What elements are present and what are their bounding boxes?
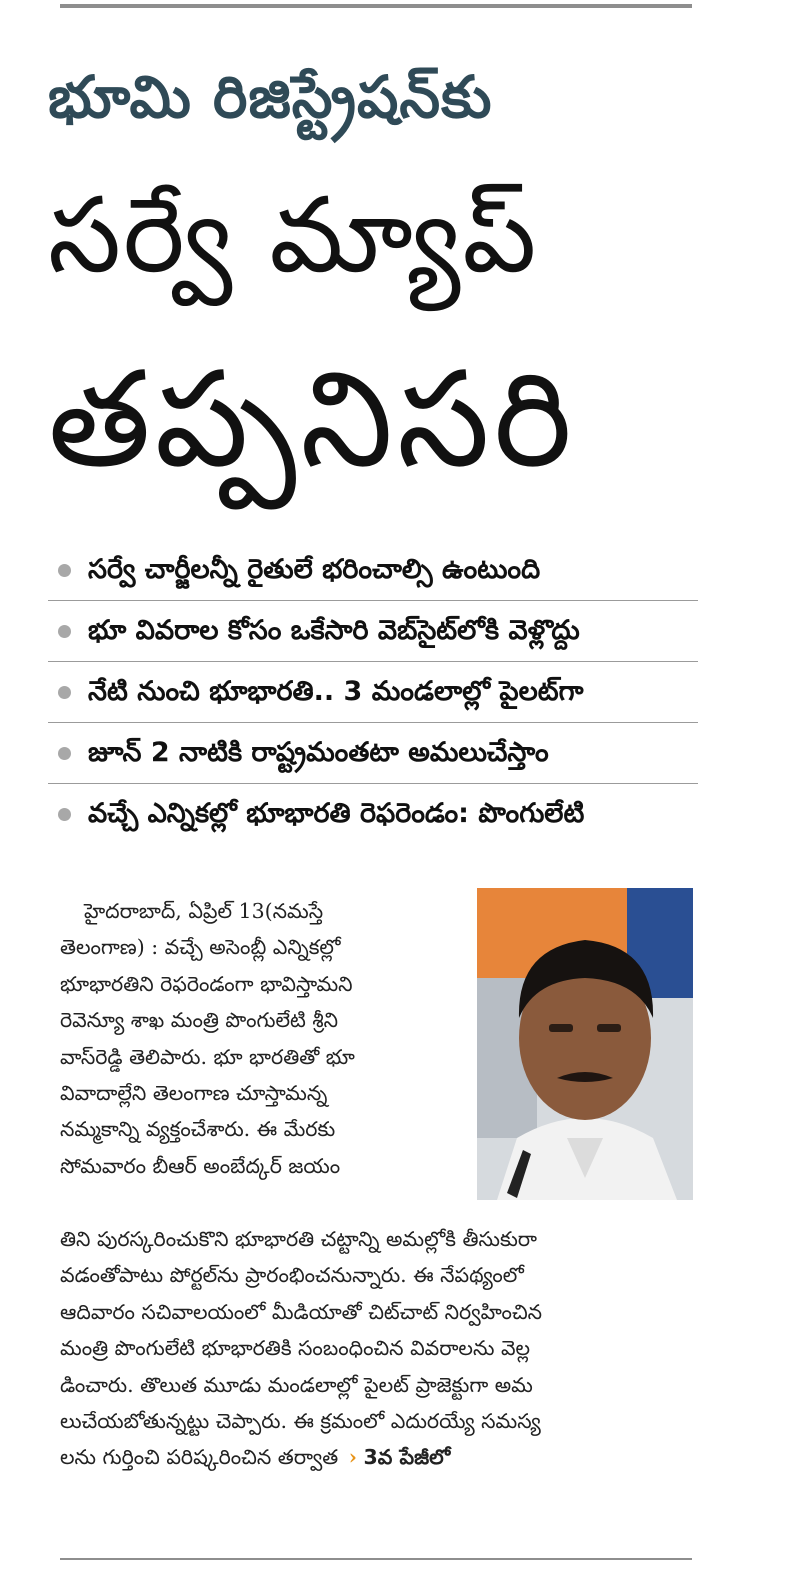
body-line: తిని పురస్కరించుకొని భూభారతి చట్టాన్ని అమల్లోకి తీసుకురా: [60, 1227, 538, 1251]
highlight-bullets: [48, 540, 698, 844]
chevron-right-icon: ›: [348, 1445, 357, 1470]
bottom-rule: [60, 1558, 692, 1560]
bullet-dot-icon: [58, 808, 71, 821]
article-body-top: [60, 893, 460, 1184]
bullet-dot-icon: [58, 564, 71, 577]
headline-line-1: సర్వే మ్యాప్: [48, 174, 539, 296]
body-line: వాస్‌రెడ్డి తెలిపారు. భూ భారతితో భూ: [60, 1044, 355, 1069]
body-line: వడంతోపాటు పోర్టల్‌ను ప్రారంభించనున్నారు. ఈ నేపథ్యంలో: [60, 1263, 524, 1288]
minister-photo: [477, 888, 693, 1200]
body-line: డించారు. తొలుత మూడు మండలాల్లో పైలట్ ప్రాజెక్టుగా అమ: [60, 1372, 533, 1397]
bullet-item: [48, 662, 698, 723]
article-body-bottom: [60, 1221, 690, 1476]
headline-line-2: తప్పనిసరి: [48, 343, 576, 497]
body-line: వివాదాల్లేని తెలంగాణ చూస్తామన్న: [60, 1081, 328, 1106]
body-line: రెవెన్యూ శాఖ మంత్రి పొంగులేటి శ్రీని: [60, 1008, 339, 1033]
bullet-text: జూన్ 2 నాటికి రాష్ట్రమంతటా అమలుచేస్తాం: [88, 737, 549, 768]
body-last-line-text: లను గుర్తించి పరిష్కరించిన తర్వాత: [60, 1445, 339, 1470]
bullet-text: భూ వివరాల కోసం ఒకేసారి వెబ్‌సైట్‌లోకి వెళ్లొద్దు: [88, 615, 580, 646]
body-line: మంత్రి పొంగులేటి భూభారతికి సంబంధించిన వివరాలను వెల్ల: [60, 1336, 531, 1361]
bullet-text: నేటి నుంచి భూభారతి.. 3 మండలాల్లో పైలట్‌గా: [88, 676, 584, 707]
top-rule: [60, 4, 692, 8]
body-line: నమ్మకాన్ని వ్యక్తంచేశారు. ఈ మేరకు: [60, 1117, 336, 1142]
bullet-item: [48, 601, 698, 662]
kicker-headline: భూమి రిజిస్ట్రేషన్‌కు: [48, 63, 493, 131]
bullet-item: [48, 784, 698, 844]
body-line: భూభారతిని రెఫరెండంగా భావిస్తామని: [60, 971, 353, 996]
body-last-line: [60, 1439, 690, 1475]
continued-page-link[interactable]: 3వ పేజీలో: [363, 1445, 451, 1470]
bullet-item: [48, 723, 698, 784]
bullet-text: సర్వే చార్జీలన్నీ రైతులే భరించాల్సి ఉంటుంది: [88, 554, 541, 585]
portrait-illustration: [477, 888, 693, 1200]
body-line: సోమవారం బీఆర్ అంబేద్కర్ జయం: [60, 1153, 341, 1178]
bullet-dot-icon: [58, 625, 71, 638]
bullet-item: [48, 540, 698, 601]
bullet-dot-icon: [58, 747, 71, 760]
bullet-dot-icon: [58, 686, 71, 699]
bullet-text: వచ్చే ఎన్నికల్లో భూభారతి రెఫరెండం: పొంగులేటి: [88, 798, 585, 829]
body-line: ఆదివారం సచివాలయంలో మీడియాతో చిట్‌చాట్ నిర్వహించిన: [60, 1299, 543, 1324]
body-line: లుచేయబోతున్నట్టు చెప్పారు. ఈ క్రమంలో ఎదురయ్యే సమస్య: [60, 1409, 541, 1434]
body-line: హైదరాబాద్, ఏప్రిల్ 13(నమస్తే: [84, 899, 324, 923]
body-line: తెలంగాణ) : వచ్చే అసెంబ్లీ ఎన్నికల్లో: [60, 935, 341, 960]
